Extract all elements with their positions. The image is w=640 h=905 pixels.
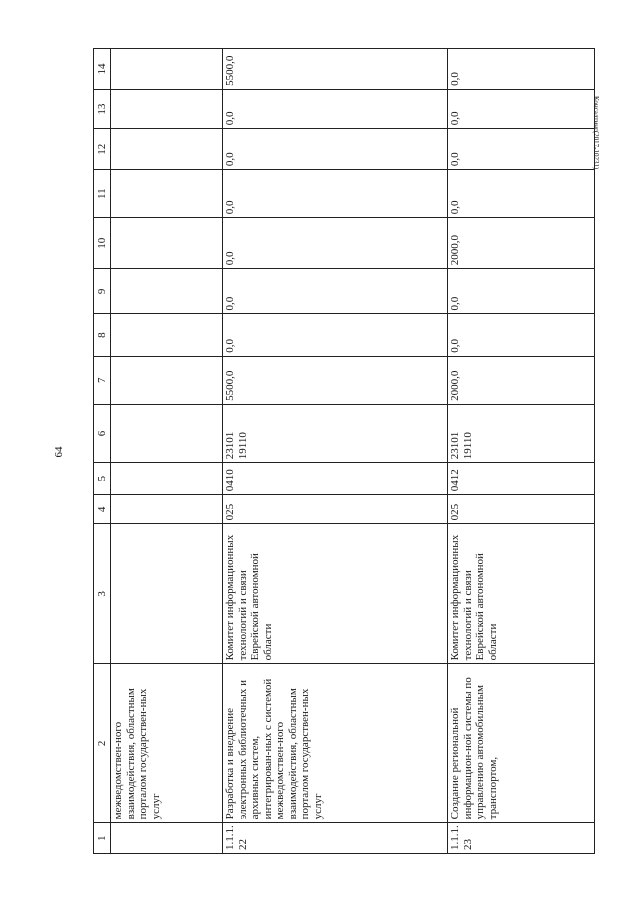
column-header: 6 — [94, 404, 111, 462]
budget-table — [93, 48, 595, 854]
cell-9 — [111, 269, 223, 314]
cell-14: 0,0 — [448, 49, 595, 90]
executor: Комитет информационных технологий и связи Еврейской автономной области — [448, 524, 595, 664]
measure-name: Создание региональной информацион-ной системы по управлению автомобильным транспортом, — [448, 664, 595, 823]
cell-11: 0,0 — [448, 170, 595, 218]
cell-9: 0,0 — [223, 269, 448, 314]
column-header: 9 — [94, 269, 111, 314]
cell-5: 0412 — [448, 463, 595, 495]
column-header: 13 — [94, 89, 111, 128]
cell-12 — [111, 129, 223, 170]
row-number: 1.1.1. 22 — [223, 823, 448, 854]
row-number: 1.1.1. 23 — [448, 823, 595, 854]
cell-13: 0,0 — [448, 89, 595, 128]
cell-8: 0,0 — [223, 314, 448, 356]
column-header: 1 — [94, 823, 111, 854]
executor — [111, 524, 223, 664]
cell-6: 23101 19110 — [448, 404, 595, 462]
executor: Комитет информационных технологий и связи Еврейской автономной области — [223, 524, 448, 664]
cell-7: 5500,0 — [223, 356, 448, 404]
measure-name: Разработка и внедрение электронных библиотечных и архивных систем, интегрирован-ных с системой межведомствен-ного взаимодействия, областным порталом государствен-ных услуг — [223, 664, 448, 823]
table-row — [223, 49, 448, 854]
row-number — [111, 823, 223, 854]
cell-8: 0,0 — [448, 314, 595, 356]
cell-14 — [111, 49, 223, 90]
column-header: 10 — [94, 218, 111, 269]
column-header: 12 — [94, 129, 111, 170]
header-row — [94, 49, 111, 854]
column-header: 2 — [94, 664, 111, 823]
cell-13 — [111, 89, 223, 128]
table-row — [448, 49, 595, 854]
cell-11: 0,0 — [223, 170, 448, 218]
cell-14: 5500,0 — [223, 49, 448, 90]
column-header: 4 — [94, 495, 111, 524]
cell-6 — [111, 404, 223, 462]
measure-name: межведомствен-ного взаимодействия, областным порталом государствен-ных услуг — [111, 664, 223, 823]
column-header: 3 — [94, 524, 111, 664]
table-row — [111, 49, 223, 854]
cell-10 — [111, 218, 223, 269]
cell-12: 0,0 — [223, 129, 448, 170]
cell-7: 2000,0 — [448, 356, 595, 404]
cell-4: 025 — [448, 495, 595, 524]
cell-8 — [111, 314, 223, 356]
column-header: 14 — [94, 49, 111, 90]
column-header: 5 — [94, 463, 111, 495]
cell-10: 0,0 — [223, 218, 448, 269]
page-number: 64 — [53, 446, 65, 458]
cell-12: 0,0 — [448, 129, 595, 170]
cell-13: 0,0 — [223, 89, 448, 128]
cell-6: 23101 19110 — [223, 404, 448, 462]
column-header: 7 — [94, 356, 111, 404]
document-code: Консалтинг(2017-10231) — [592, 96, 600, 170]
cell-11 — [111, 170, 223, 218]
cell-5: 0410 — [223, 463, 448, 495]
cell-4 — [111, 495, 223, 524]
cell-9: 0,0 — [448, 269, 595, 314]
cell-4: 025 — [223, 495, 448, 524]
column-header: 11 — [94, 170, 111, 218]
column-header: 8 — [94, 314, 111, 356]
cell-5 — [111, 463, 223, 495]
cell-7 — [111, 356, 223, 404]
cell-10: 2000,0 — [448, 218, 595, 269]
